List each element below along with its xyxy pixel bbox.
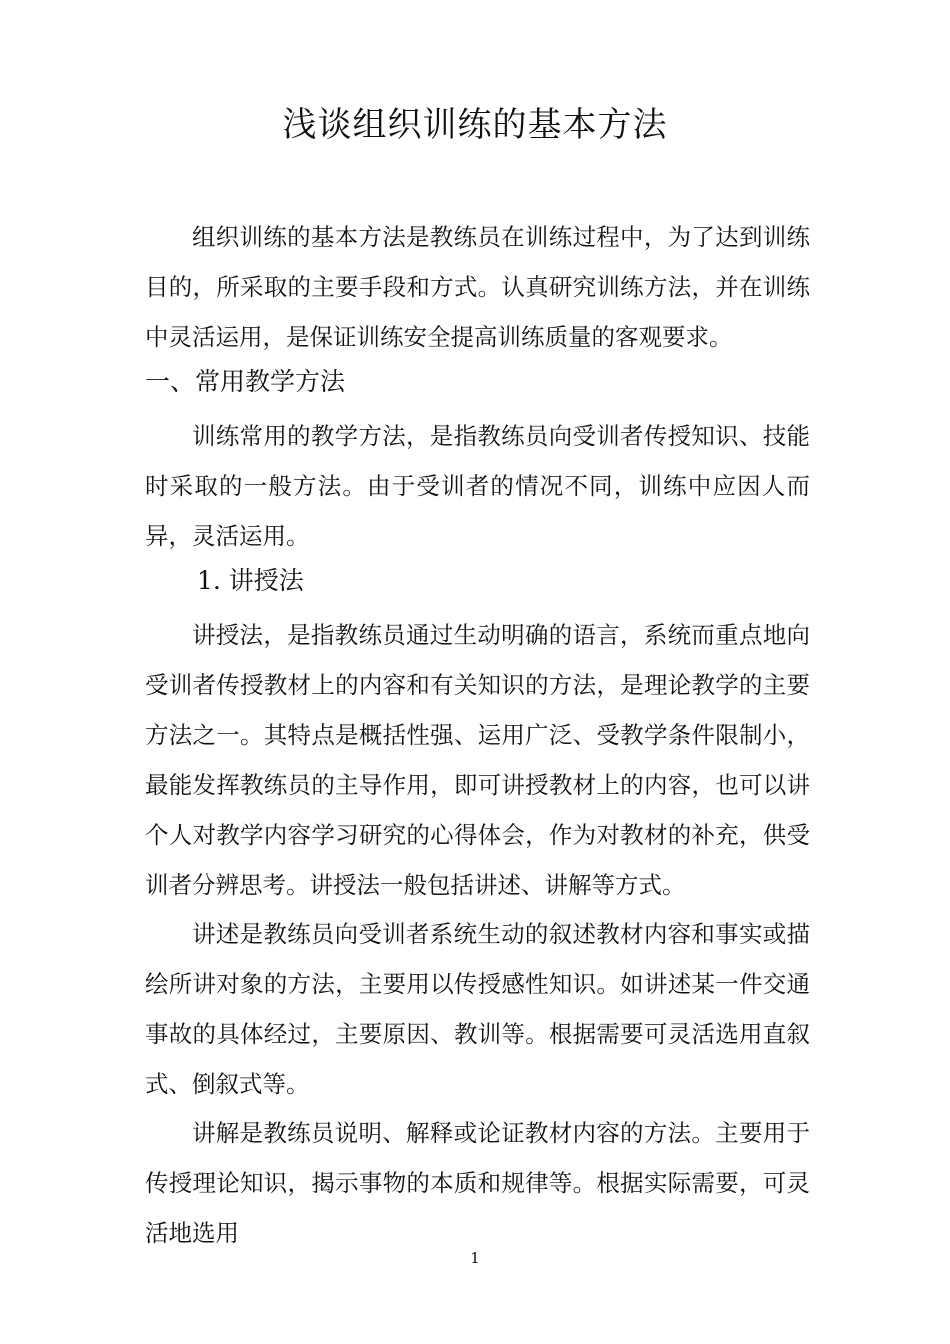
section-heading: 一、常用教学方法 [145,367,346,396]
lecture-method-paragraph: 讲授法，是指教练员通过生动明确的语言，系统而重点地向受训者传授教材上的内容和有关知识的方法，是理论教学的主要方法之一。其特点是概括性强、运用广泛、受教学条件限制小，最能发挥教练员的主导作用，即可讲授教材上的内容，也可以讲个人对教学内容学习研究的心得体会，作为对教材的补充，供受训者分辨思考。讲授法一般包括讲述、讲解等方式。 [145,621,810,899]
subsection-heading: 1. 讲授法 [197,566,304,595]
document-title: 浅谈组织训练的基本方法 [282,105,668,145]
narration-paragraph: 讲述是教练员向受训者系统生动的叙述教材内容和事实或描绘所讲对象的方法，主要用以传授感性知识。如讲述某一件交通事故的具体经过，主要原因、教训等。根据需要可灵活选用直叙式、倒叙式等。 [145,920,810,1098]
intro-paragraph: 组织训练的基本方法是教练员在训练过程中，为了达到训练目的，所采取的主要手段和方式。认真研究训练方法，并在训练中灵活运用，是保证训练安全提高训练质量的客观要求。 [145,223,810,351]
page-number: 1 [470,1249,480,1267]
section-paragraph: 训练常用的教学方法，是指教练员向受训者传授知识、技能时采取的一般方法。由于受训者的情况不同，训练中应因人而异，灵活运用。 [145,422,810,550]
explanation-paragraph: 讲解是教练员说明、解释或论证教材内容的方法。主要用于传授理论知识，揭示事物的本质和规律等。根据实际需要，可灵活地选用 [145,1119,810,1247]
